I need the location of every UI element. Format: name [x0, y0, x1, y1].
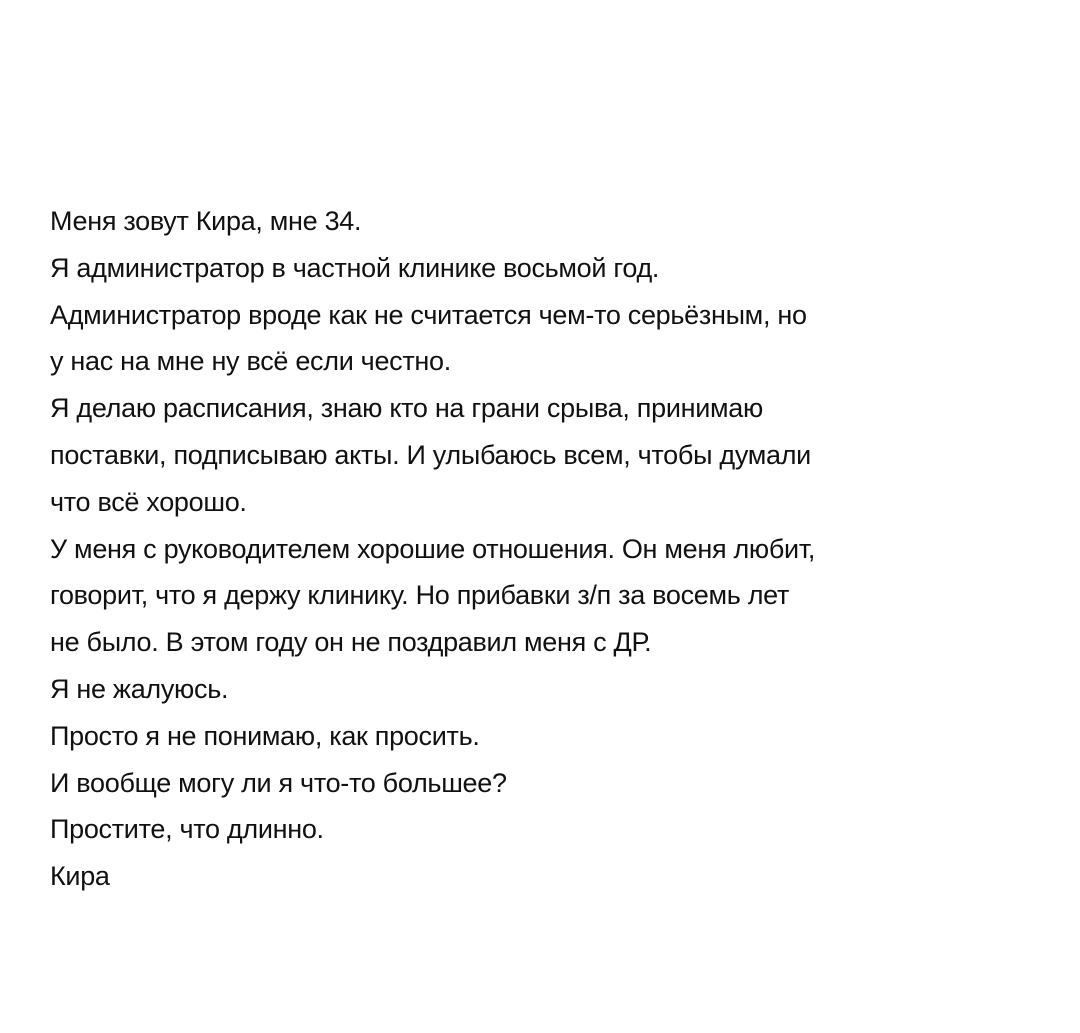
- letter-line: Простите, что длинно.: [50, 814, 324, 845]
- letter-line: Просто я не понимаю, как просить.: [50, 720, 480, 751]
- letter-line: Я администратор в частной клинике восьмой год.: [50, 252, 660, 283]
- letter-line: Я не жалуюсь.: [50, 673, 229, 704]
- letter-line: не было. В этом году он не поздравил меня с ДР.: [50, 627, 652, 658]
- letter-text: [50, 198, 1060, 900]
- letter-line: Я делаю расписания, знаю кто на грани срыва, принимаю: [50, 393, 763, 424]
- letter-line: Меня зовут Кира, мне 34.: [50, 206, 362, 236]
- letter-signature: Кира: [50, 861, 110, 892]
- letter-line: у нас на мне ну всё если честно.: [50, 346, 451, 377]
- letter-line: что всё хорошо.: [50, 486, 247, 517]
- letter-line: И вообще могу ли я что-то большее?: [50, 767, 507, 798]
- letter-line: говорит, что я держу клинику. Но прибавки з/п за восемь лет: [50, 580, 790, 611]
- letter-line: Администратор вроде как не считается чем-то серьёзным, но: [50, 299, 807, 330]
- letter-line: У меня с руководителем хорошие отношения. Он меня любит,: [50, 533, 816, 564]
- letter-line: поставки, подписываю акты. И улыбаюсь всем, чтобы думали: [50, 439, 811, 470]
